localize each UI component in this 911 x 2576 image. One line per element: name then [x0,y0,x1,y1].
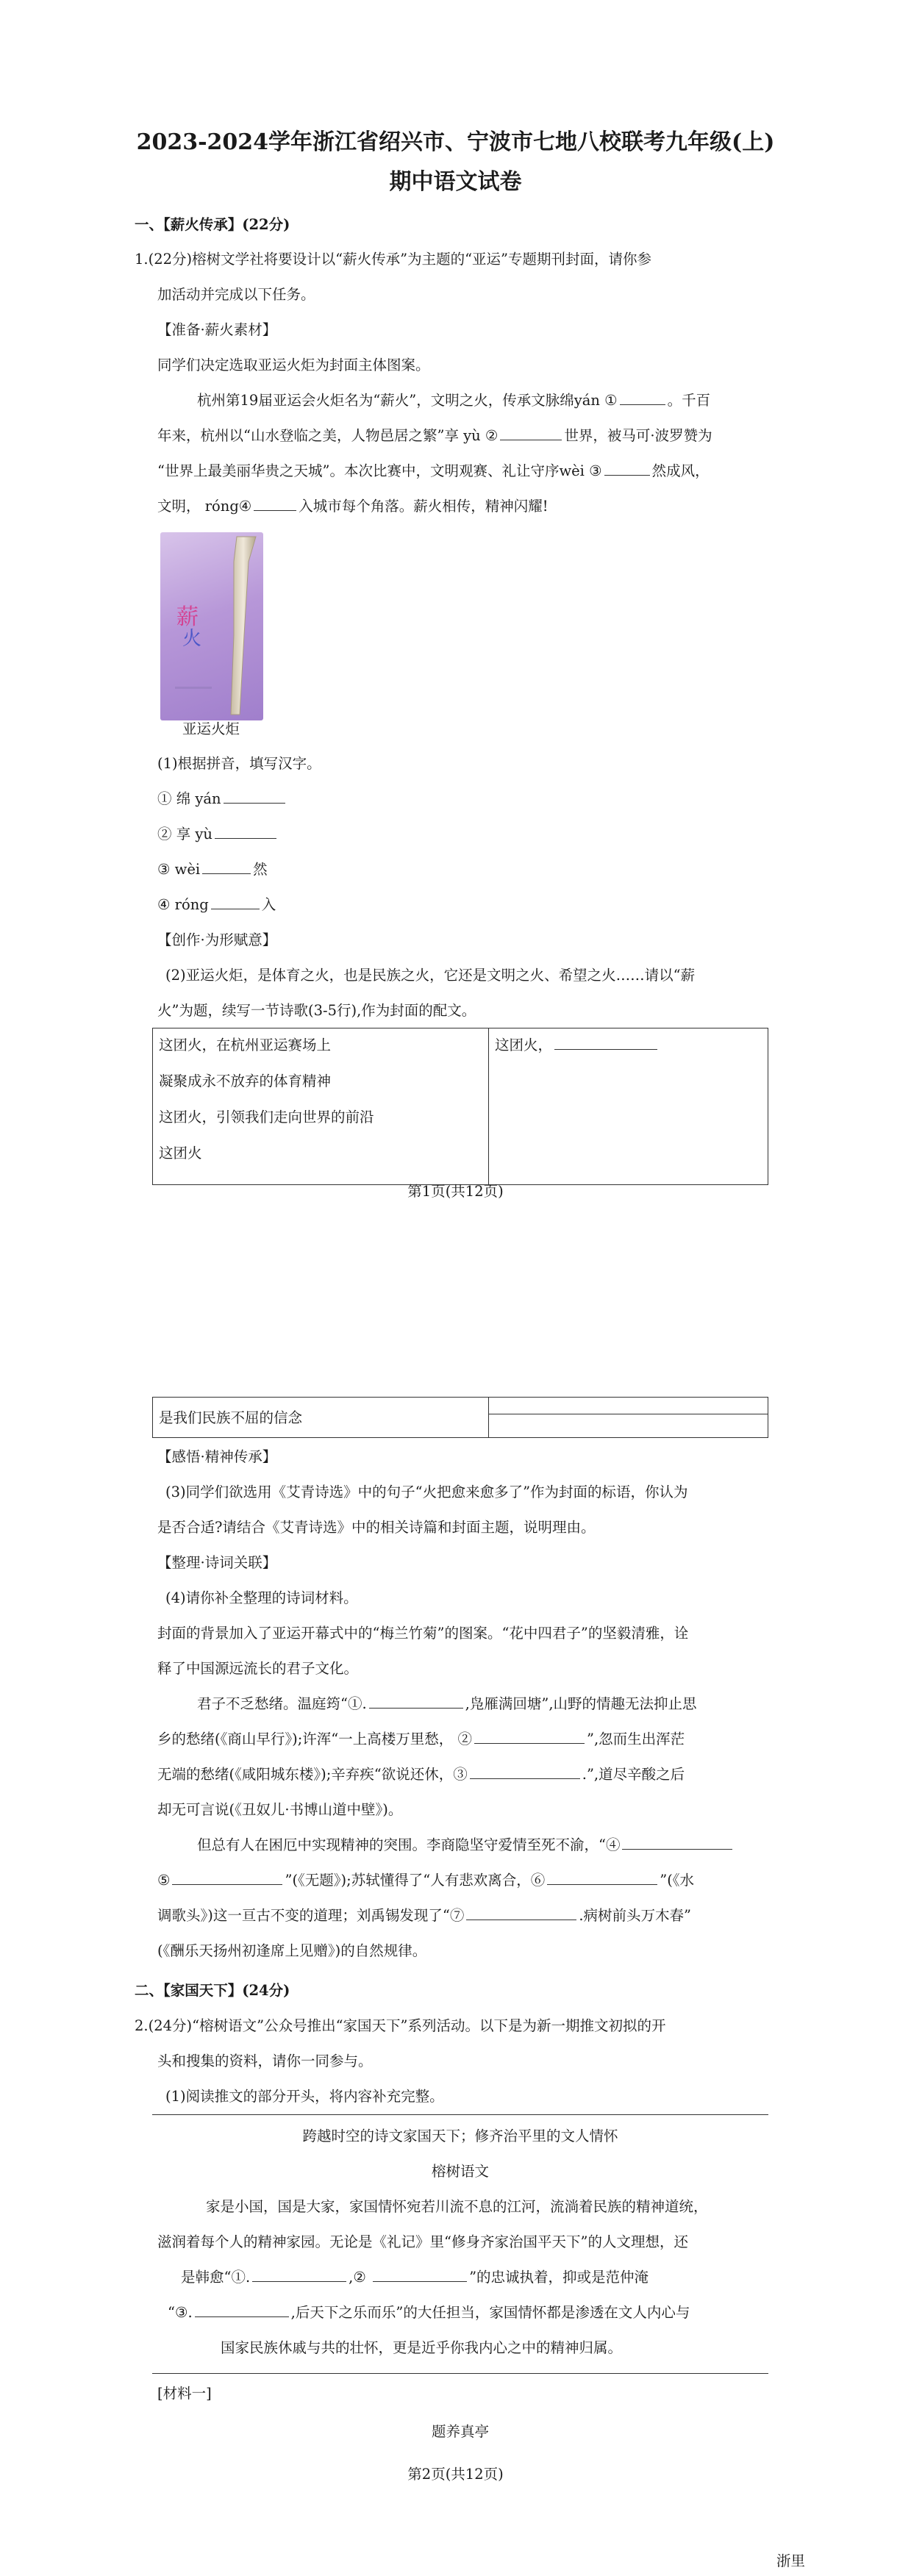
page-title-line1: 2023-2024学年浙江省绍兴市、宁波市七地八校联考九年级(上) [136,129,775,155]
material-1-label: [材料一] [157,2385,212,2402]
poem-table [152,1028,768,1185]
material-1-title: 题养真亭 [431,2423,489,2440]
sub-question-3-line2: 是否合适?请结合《艾青诗选》中的相关诗篇和封面主题，说明理由。 [157,1519,596,1536]
fill-item-2: ② 享 yù [157,823,279,843]
passage-line1: 杭州第19届亚运会火炬名为“薪火”，文明之火，传承文脉绵yán ① 。千百 [197,389,710,409]
poem-blank-6[interactable] [547,1870,657,1886]
breakthrough-line1: 但总有人在困厄中实现精神的突围。李商隐坚守爱情至死不渝，“④ [197,1833,735,1854]
article-bottom-rule [152,2373,768,2374]
torch-logo-glyph-1: 薪 [176,604,199,630]
poem-answer-blank[interactable] [554,1035,657,1051]
sub-question-3-line1: (3)同学们欲选用《艾青诗选》中的句子“火把愈来愈多了”作为封面的标语，你认为 [165,1484,688,1500]
background-line2: 释了中国源远流长的君子文化。 [157,1660,359,1677]
article-line3: 是韩愈“①. ,② ”的忠诚执着，抑或是范仲淹 [181,2266,649,2286]
poem-blank-7[interactable] [466,1906,576,1921]
fill-blank-2[interactable] [215,824,276,840]
prep-heading: 【准备·薪火素材】 [157,321,277,338]
article-author: 榕树语文 [431,2163,489,2180]
article-blank-3[interactable] [195,2303,289,2318]
article-line2: 滋润着每个人的精神家园。无论是《礼记》里“修身齐家治国平天下”的人文理想，还 [157,2233,688,2250]
organize-heading: 【整理·诗词关联】 [157,1554,277,1571]
poem-blank-3[interactable] [470,1764,580,1780]
blank-3[interactable] [604,461,650,476]
breakthrough-line2: ⑤ ”(《无题》);苏轼懂得了“人有悲欢离合，⑥ ”(《水 [157,1869,694,1889]
sub-question-2-line2: 火”为题，续写一节诗歌(3-5行),作为封面的配文。 [157,1002,476,1019]
poem-example-cell [153,1028,489,1185]
page-2-footer: 第2页(共12页) [407,2466,504,2483]
poem-example-cell-cont [153,1398,489,1438]
article-line5: 国家民族休戚与共的壮怀，更是近乎你我内心之中的精神归属。 [221,2339,623,2356]
fill-blank-1[interactable] [224,789,285,804]
poem-line: 是我们民族不屈的信念 [159,1409,303,1426]
torch-logo-glyph-2: 火 [182,628,202,650]
question-1-line1: 1.(22分)榕树文学社将要设计以“薪火传承”为主题的“亚运”专题期刊封面，请你参 [135,251,652,268]
article-blank-2[interactable] [373,2267,467,2283]
article-line1: 家是小国，国是大家，家国情怀宛若川流不息的江河，流淌着民族的精神道统， [206,2198,708,2215]
question-2-line2: 头和搜集的资料，请你一同参与。 [157,2053,373,2069]
junzi-line4: 却无可言说(《丑奴儿·书博山道中壁》)。 [157,1801,403,1818]
poem-answer-start: 这团火， [495,1037,553,1053]
fill-blank-3[interactable] [202,859,251,875]
breakthrough-line4: (《酬乐天扬州初逢席上见赠》)的自然规律。 [157,1942,427,1959]
passage-line3: “世界上最美丽华贵之天城”。本次比赛中，文明观赛、礼让守序wèi ③ 然成风， [157,459,710,480]
junzi-line1: 君子不乏愁绪。温庭筠“①. ,凫雁满回塘”,山野的情趣无法抑止思 [197,1692,697,1713]
fill-item-4: ④ róng 入 [157,893,276,914]
poem-blank-5[interactable] [172,1870,282,1886]
section-heading-2: 二、【家国天下】(24分) [135,1982,290,1999]
article-top-rule [152,2114,768,2115]
article-line4: “③. ,后天下之乐而乐”的大任担当，家国情怀都是渗透在文人内心与 [168,2301,690,2322]
question-2-line1: 2.(24分)“榕树语文”公众号推出“家国天下”系列活动。以下是为新一期推文初拟的开 [135,2017,666,2034]
page-1-footer: 第1页(共12页) [407,1183,504,1200]
junzi-line2: 乡的愁绪(《商山早行》);许浑“一上高楼万里愁， ② ”,忽而生出浑茫 [157,1728,685,1748]
question-1-line2: 加活动并完成以下任务。 [157,286,315,303]
passage-line2: 年来，杭州以“山水登临之美，人物邑居之繁”享 yù ② 世界，被马可·波罗赞为 [157,424,712,445]
background-line1: 封面的背景加入了亚运开幕式中的“梅兰竹菊”的图案。“花中四君子”的坚毅清雅，诠 [157,1625,689,1642]
poem-answer-cell[interactable] [489,1028,768,1185]
fill-item-3: ③ wèi 然 [157,858,268,879]
section-heading-1: 一、【薪火传承】(22分) [135,216,290,233]
sub-question-4: (4)请你补全整理的诗词材料。 [165,1589,358,1606]
fill-item-1: ① 绵 yán [157,787,287,808]
prep-description: 同学们决定选取亚运火炬为封面主体图案。 [157,357,430,373]
poem-line: 凝聚成永不放弃的体育精神 [159,1073,332,1090]
page-title-line2: 期中语文试卷 [389,169,522,195]
breakthrough-line3: 调歌头》)这一亘古不变的道理；刘禹锡发现了“⑦ .病树前头万木春” [157,1904,691,1925]
sub-question-1: (1)根据拼音，填写汉字。 [157,755,321,772]
poem-answer-cell-cont[interactable] [489,1398,768,1438]
poem-blank-4[interactable] [622,1835,732,1850]
fill-blank-4[interactable] [211,895,260,910]
torch-caption: 亚运火炬 [182,720,240,737]
blank-1[interactable] [620,390,665,406]
poem-table-continued [152,1397,768,1438]
article-blank-1[interactable] [252,2267,346,2283]
corner-watermark: 浙里 [776,2552,806,2569]
poem-blank-2[interactable] [474,1729,585,1745]
article-title: 跨越时空的诗文家国天下；修齐治平里的文人情怀 [302,2128,618,2144]
poem-blank-1[interactable] [369,1694,463,1709]
poem-line: 这团火，引领我们走向世界的前沿 [159,1109,374,1126]
torch-image [160,532,263,720]
question-2-sub1: (1)阅读推文的部分开头，将内容补充完整。 [165,2088,444,2105]
poem-line: 这团火 [159,1145,202,1162]
create-heading: 【创作·为形赋意】 [157,931,277,948]
blank-4[interactable] [254,496,296,512]
sub-question-2-line1: (2)亚运火炬，是体育之火，也是民族之火，它还是文明之火、希望之火……请以“薪 [165,967,696,984]
blank-2[interactable] [500,426,562,441]
poem-line: 这团火，在杭州亚运赛场上 [159,1037,332,1053]
feel-heading: 【感悟·精神传承】 [157,1448,277,1465]
passage-line4: 文明， róng④ 入城市每个角落。薪火相传，精神闪耀! [157,495,549,515]
junzi-line3: 无端的愁绪(《咸阳城东楼》);辛弃疾“欲说还休，③ .”,道尽辛酸之后 [157,1763,685,1783]
